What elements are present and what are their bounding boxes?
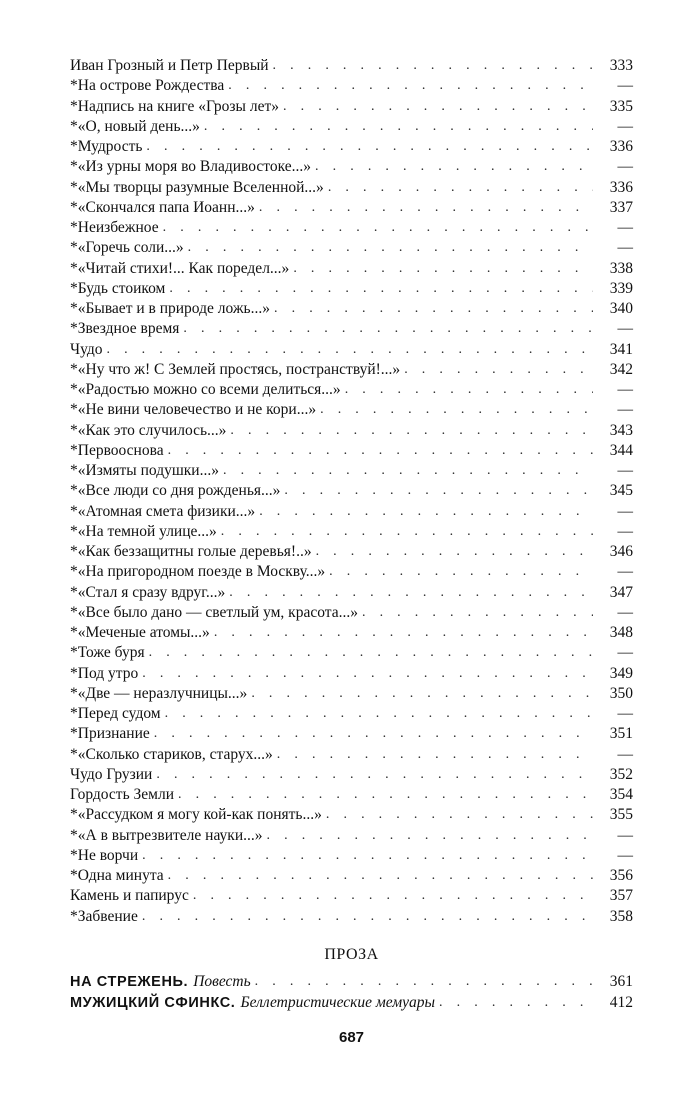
toc-entry [70,684,633,704]
toc-entry [70,56,633,76]
dot-leader [320,400,593,420]
toc-entry-title: *«Радостью можно со всеми делиться...» [70,381,341,398]
toc-entry [70,319,633,339]
toc-entry [70,157,633,177]
prose-entry-subtitle: Повесть [193,973,251,990]
toc-entry [70,441,633,461]
toc-entry [70,421,633,441]
toc-entry-title: *«На пригородном поезде в Москву...» [70,563,326,581]
dot-leader [214,623,593,643]
dot-leader [277,745,593,765]
toc-entry-page: 335 [609,97,633,115]
dot-leader [404,360,593,380]
toc-entry-title: *«Две — неразлучницы...» [70,684,248,702]
dot-leader [267,826,594,846]
toc-entry-page: — [617,644,633,662]
toc-entry-page: 342 [609,360,633,378]
dot-leader [273,56,593,76]
dot-leader [259,502,593,522]
toc-entry-title: *«Бывает и в природе ложь...» [70,300,270,317]
dot-leader [168,866,593,886]
toc-list [70,56,633,927]
toc-entry [70,238,633,258]
toc-entry-page: — [617,563,633,581]
dot-leader [146,137,593,157]
dot-leader [316,542,593,562]
dot-leader [193,886,593,906]
toc-entry [70,178,633,198]
dot-leader [229,583,593,603]
dot-leader [283,97,593,117]
dot-leader [328,178,593,198]
dot-leader [142,846,593,866]
toc-entry-title: *«Ну что ж! С Землей простясь, постранствуй!...» [70,360,401,378]
toc-entry-page: 333 [609,57,633,74]
toc-entry [70,360,633,380]
dot-leader [156,765,593,785]
toc-entry-title: *Под утро [70,664,139,682]
toc-entry-page: — [617,462,633,479]
toc-entry [70,522,633,542]
toc-entry [70,603,633,623]
toc-entry-title: Гордость Земли [70,786,174,803]
toc-entry-title: *«Мы творцы разумные Вселенной...» [70,178,324,196]
toc-entry-page: — [617,745,633,763]
toc-entry [70,137,633,157]
toc-entry-page: — [617,77,633,95]
toc-entry-title: *«Стал я сразу вдруг...» [70,583,226,601]
toc-entry-title: *«О, новый день...» [70,117,200,135]
toc-entry-title: *Одна минута [70,867,164,884]
toc-entry-page: 356 [609,867,633,884]
prose-entry-page: 412 [609,994,633,1011]
dot-leader [315,157,593,177]
toc-entry-title: *Перед судом [70,705,161,722]
toc-entry-page: — [617,502,633,520]
toc-entry-title: *Неизбежное [70,219,159,236]
toc-entry-title: *«Измяты подушки...» [70,462,219,479]
dot-leader [165,704,593,724]
toc-entry [70,218,633,238]
dot-leader [230,421,593,441]
toc-entry-page: — [617,158,633,176]
toc-entry-page: 349 [609,664,633,682]
toc-entry-page: 358 [609,907,633,925]
toc-entry-title: *Надпись на книге «Грозы лет» [70,97,279,115]
toc-entry [70,502,633,522]
dot-leader [329,562,593,582]
toc-entry-page: — [617,522,633,540]
dot-leader [274,299,593,319]
toc-entry-title: *Тоже буря [70,644,145,662]
toc-entry-title: Чудо [70,340,103,358]
dot-leader [142,664,593,684]
toc-entry [70,704,633,724]
toc-entry-title: *«Меченые атомы...» [70,624,210,641]
page-number: 687 [338,1029,365,1046]
toc-entry-title: *«А в вытрезвителе науки...» [70,826,263,844]
toc-entry [70,785,633,805]
prose-entry-page: 361 [609,973,633,990]
dot-leader [362,603,593,623]
dot-leader [255,971,593,992]
toc-entry [70,745,633,765]
toc-entry-page: 348 [609,624,633,641]
toc-entry-page: — [617,381,633,398]
toc-entry-page: 336 [609,178,633,196]
prose-entry-title: НА СТРЕЖЕНЬ. [70,974,189,990]
section-heading: ПРОЗА [324,946,379,963]
toc-entry [70,583,633,603]
toc-entry [70,461,633,481]
toc-entry [70,623,633,643]
dot-leader [251,684,593,704]
toc-entry-title: *«На темной улице...» [70,522,217,540]
toc-entry-page: — [617,826,633,844]
toc-entry-page: — [617,846,633,864]
toc-entry-title: *«Атомная смета физики...» [70,502,256,520]
toc-entry-page: 341 [609,340,633,358]
toc-entry [70,259,633,279]
toc-entry-page: 354 [609,786,633,803]
toc-entry [70,76,633,96]
toc-entry-title: *Звездное время [70,320,180,338]
prose-list [70,971,633,1013]
toc-entry-title: Иван Грозный и Петр Первый [70,57,269,74]
toc-entry-page: 345 [609,482,633,500]
toc-entry-page: 352 [609,765,633,783]
prose-entry [70,992,633,1013]
toc-entry [70,846,633,866]
dot-leader [142,907,593,927]
toc-entry-title: *«Рассудком я могу кой-как понять...» [70,806,322,824]
toc-entry-title: *«Горечь соли...» [70,239,184,257]
toc-entry-page: 338 [609,259,633,277]
toc-entry-page: 344 [609,441,633,459]
toc-entry [70,886,633,906]
toc-entry-title: *Забвение [70,907,138,925]
toc-entry-page: — [617,401,633,419]
dot-leader [228,76,593,96]
prose-entry-subtitle: Беллетристические мемуары [240,994,436,1011]
toc-entry-page: 350 [609,684,633,702]
dot-leader [169,279,593,299]
toc-entry-title: *«Читай стихи!... Как поредел...» [70,259,290,277]
dot-leader [439,992,593,1013]
toc-entry [70,299,633,319]
toc-entry [70,542,633,562]
toc-entry [70,826,633,846]
prose-entry-title: МУЖИЦКИЙ СФИНКС. [70,995,236,1011]
dot-leader [178,785,593,805]
dot-leader [293,259,593,279]
toc-entry-title: *«Все люди со дня рожденья...» [70,482,281,500]
toc-entry [70,117,633,137]
toc-entry-page: — [617,219,633,236]
toc-entry [70,380,633,400]
toc-entry-page: — [617,705,633,722]
toc-entry-title: *«Как беззащитны голые деревья!..» [70,543,312,560]
toc-entry-page: — [617,117,633,135]
dot-leader [221,522,593,542]
dot-leader [106,340,593,360]
toc-entry [70,724,633,744]
dot-leader [163,218,593,238]
dot-leader [284,481,593,501]
toc-entry-page: 343 [609,421,633,439]
toc-entry-page: 346 [609,543,633,560]
toc-entry-page: 340 [609,300,633,317]
toc-entry [70,805,633,825]
toc-entry [70,765,633,785]
toc-entry-page: — [617,239,633,257]
toc-entry-page: 336 [609,138,633,155]
dot-leader [183,319,593,339]
toc-entry-page: 357 [609,887,633,905]
toc-entry-title: *«Не вини человечество и не кори...» [70,401,317,419]
toc-entry-title: *Первооснова [70,441,164,459]
dot-leader [168,441,593,461]
toc-entry-title: *«Все было дано — светлый ум, красота...» [70,603,358,621]
toc-entry-title: Чудо Грузии [70,765,153,783]
toc-entry-page: 351 [609,725,633,743]
toc-entry-title: *«Из урны моря во Владивостоке...» [70,158,312,176]
toc-entry [70,400,633,420]
toc-entry-page: 337 [609,198,633,216]
toc-entry [70,279,633,299]
dot-leader [149,643,593,663]
toc-entry [70,643,633,663]
toc-entry-title: *На острове Рождества [70,77,225,95]
toc-entry-page: — [617,603,633,621]
toc-entry [70,97,633,117]
dot-leader [223,461,593,481]
toc-entry-title: *«Сколько стариков, старух...» [70,745,273,763]
toc-entry [70,664,633,684]
prose-entry [70,971,633,992]
dot-leader [259,198,593,218]
toc-entry-page: 339 [609,279,633,297]
toc-entry [70,481,633,501]
toc-entry [70,907,633,927]
toc-page [70,56,633,1046]
toc-entry [70,340,633,360]
dot-leader [154,724,593,744]
toc-entry-title: *«Скончался папа Иоанн...» [70,198,255,216]
toc-entry-title: *Признание [70,725,150,743]
dot-leader [326,805,593,825]
dot-leader [345,380,593,400]
toc-entry [70,866,633,886]
dot-leader [204,117,593,137]
toc-entry-title: Камень и папирус [70,887,189,905]
toc-entry-page: 355 [609,806,633,824]
toc-entry-title: *Не ворчи [70,846,139,864]
toc-entry-title: *Мудрость [70,138,143,155]
dot-leader [188,238,593,258]
toc-entry-page: 347 [609,583,633,601]
toc-entry-page: — [617,320,633,338]
toc-entry-title: *Будь стоиком [70,279,166,297]
toc-entry [70,562,633,582]
toc-entry-title: *«Как это случилось...» [70,421,227,439]
toc-entry [70,198,633,218]
